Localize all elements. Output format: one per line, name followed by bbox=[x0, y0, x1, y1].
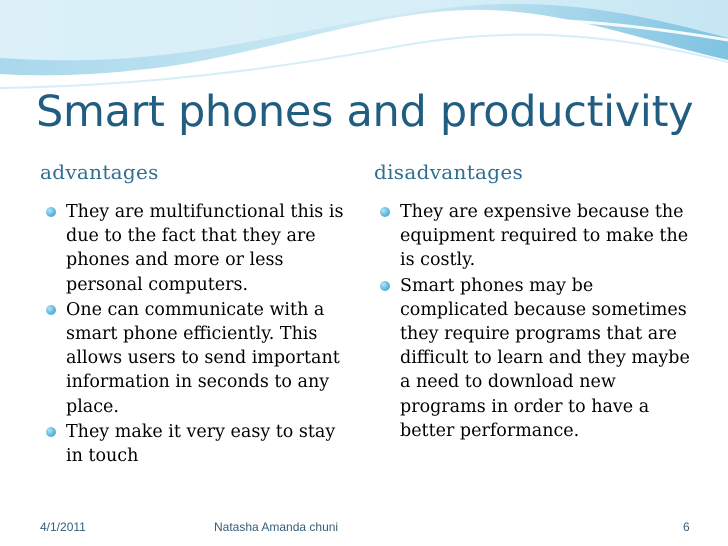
footer-author: Natasha Amanda chuni bbox=[214, 520, 339, 534]
slide-title: Smart phones and productivity bbox=[36, 87, 694, 137]
list-item bbox=[378, 200, 698, 273]
disadvantages-list bbox=[378, 200, 698, 444]
list-item-text: Smart phones may be complicated because sometimes they require programs that are difficult to learn and they maybe a need to download new programs in order to have a better performance. bbox=[400, 275, 690, 441]
header-wave-decoration bbox=[0, 0, 728, 90]
list-item-text: One can communicate with a smart phone efficiently. This allows users to send important information in seconds to any place. bbox=[66, 299, 340, 417]
list-item-text: They are expensive because the equipment required to make the is costly. bbox=[400, 202, 689, 271]
list-item bbox=[44, 420, 354, 468]
list-item bbox=[44, 200, 354, 297]
bullet-icon bbox=[46, 427, 56, 437]
disadvantages-heading: disadvantages bbox=[374, 160, 524, 184]
list-item-text: They are multifunctional this is due to the fact that they are phones and more or less personal computers. bbox=[66, 202, 344, 295]
advantages-list bbox=[44, 200, 354, 469]
bullet-icon bbox=[380, 207, 390, 217]
footer-date: 4/1/2011 bbox=[40, 520, 86, 534]
bullet-icon bbox=[46, 207, 56, 217]
list-item-text: They make it very easy to stay in touch bbox=[66, 421, 336, 467]
slide-number: 6 bbox=[683, 520, 690, 534]
bullet-icon bbox=[46, 305, 56, 315]
list-item bbox=[378, 274, 698, 443]
advantages-heading: advantages bbox=[40, 160, 159, 184]
bullet-icon bbox=[380, 281, 390, 291]
list-item bbox=[44, 298, 354, 419]
